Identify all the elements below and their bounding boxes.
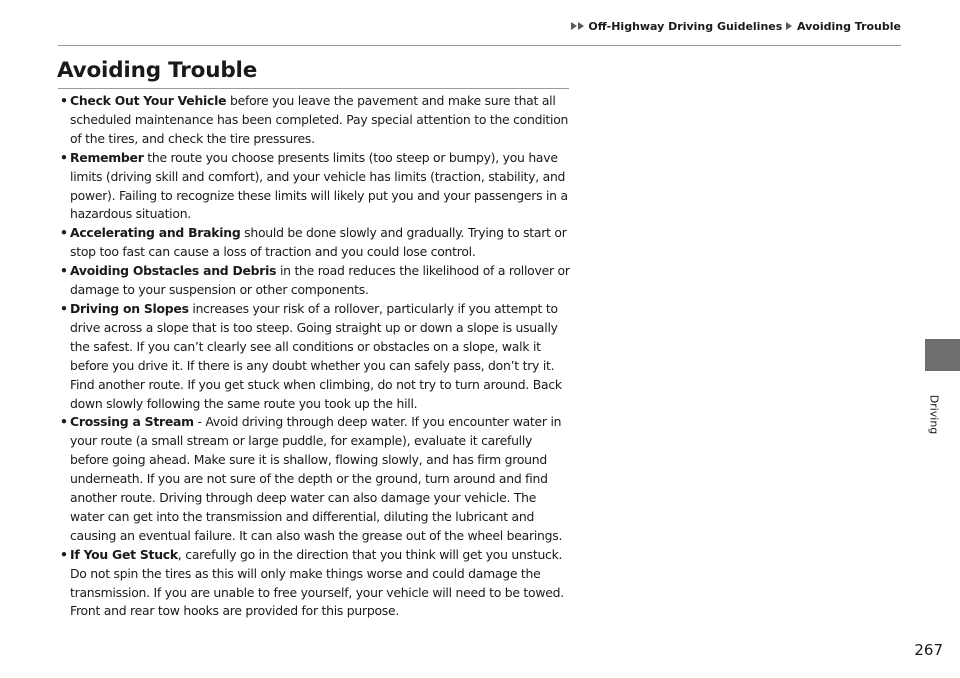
bullet-heading: Crossing a Stream <box>70 414 194 430</box>
section-tab-text: Driving <box>927 394 941 434</box>
breadcrumb-item-current: Avoiding Trouble <box>796 20 901 33</box>
bullet-heading: Accelerating and Braking <box>70 225 241 241</box>
bullet-text: increases your risk of a rollover, particularly if you attempt to drive across a slope that is too steep. Going straight up or down a slope is usually the safest. If you can’t clearly see all conditions or obstacles on a slope, walk it before you drive it. If there is any doubt whether you can safely pass, don’t try it. Find another route. If you get stuck when climbing, do not try to turn around. Back down slowly following the same route you took up the hill. <box>70 300 562 411</box>
list-item <box>58 546 572 622</box>
bullet-text: should be done slowly and gradually. Trying to start or stop too fast can cause a loss of traction and you could lose control. <box>70 225 567 260</box>
bullet-icon: • <box>60 263 68 279</box>
header-divider <box>58 45 901 46</box>
breadcrumb-arrow-icon <box>786 22 792 30</box>
bullet-icon: • <box>60 300 68 316</box>
bullet-heading: Remember <box>70 149 144 165</box>
bullet-text: - Avoid driving through deep water. If you encounter water in your route (a small stream or large puddle, for example), evaluate it carefully before going ahead. Make sure it is shallow, flowing slowly, and has firm ground underneath. If you are not sure of the depth or the ground, turn around and find another route. Driving through deep water can also damage your vehicle. The water can get into the transmission and differential, diluting the lubricant and causing an eventual failure. It can also wash the grease out of the wheel bearings. <box>70 414 563 543</box>
list-item <box>58 224 572 262</box>
bullet-icon: • <box>60 93 68 108</box>
bullet-heading: If You Get Stuck <box>70 546 178 562</box>
bullet-heading: Check Out Your Vehicle <box>70 93 227 108</box>
bullet-text: in the road reduces the likelihood of a rollover or damage to your suspension or other components. <box>70 263 570 298</box>
list-item <box>58 92 572 149</box>
breadcrumb-item-section[interactable]: Off-Highway Driving Guidelines <box>588 20 783 33</box>
list-item <box>58 262 572 300</box>
bullet-icon: • <box>60 225 68 241</box>
bullet-text: the route you choose presents limits (too steep or bumpy), you have limits (driving skill and comfort), and your vehicle has limits (traction, stability, and power). Failing to recognize these limits will likely put you and your passengers in a hazardous situation. <box>70 149 568 222</box>
list-item <box>58 300 572 413</box>
bullet-icon: • <box>60 546 68 562</box>
bullet-text: before you leave the pavement and make sure that all scheduled maintenance has been completed. Pay special attention to the condition of the tires, and check the tire pressures. <box>70 93 569 146</box>
section-tab-label <box>925 388 943 440</box>
page-number: 267 <box>914 641 943 659</box>
page-title: Avoiding Trouble <box>57 58 258 83</box>
bullet-icon: • <box>60 414 68 430</box>
breadcrumb <box>571 20 901 33</box>
breadcrumb-arrow-icon <box>571 22 577 30</box>
bullet-list <box>58 92 572 621</box>
title-divider <box>58 88 569 89</box>
breadcrumb-arrow-icon <box>578 22 584 30</box>
bullet-icon: • <box>60 149 68 165</box>
list-item <box>58 413 572 545</box>
bullet-text: , carefully go in the direction that you think will get you unstuck. Do not spin the tires as this will only make things worse and could damage the transmission. If you are unable to free yourself, your vehicle will need to be towed. Front and rear tow hooks are provided for this purpose. <box>70 546 564 619</box>
section-tab-marker <box>925 339 960 371</box>
list-item <box>58 149 572 225</box>
bullet-heading: Avoiding Obstacles and Debris <box>70 263 277 279</box>
bullet-heading: Driving on Slopes <box>70 300 189 316</box>
